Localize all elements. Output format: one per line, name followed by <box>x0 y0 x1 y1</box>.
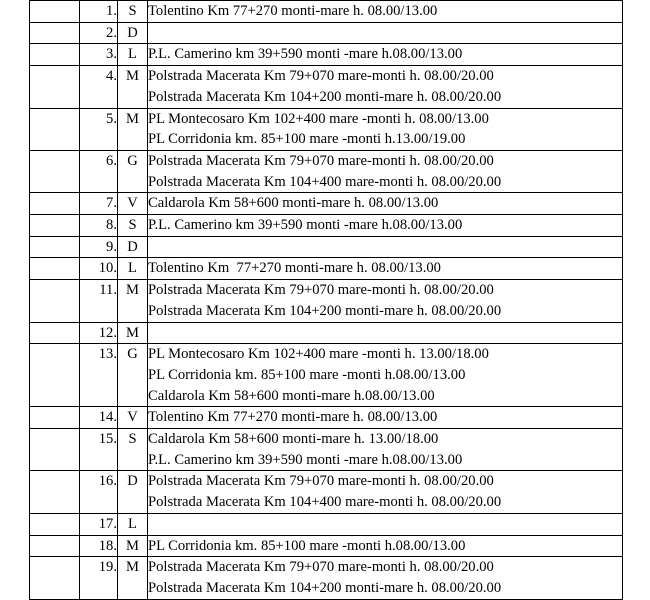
day-letter-cell: G <box>118 150 148 192</box>
day-letter-cell: M <box>118 557 148 599</box>
assignment-line: Polstrada Macerata Km 79+070 mare-monti h. 08.00/20.00 <box>148 152 494 169</box>
day-letter-cell: S <box>118 215 148 237</box>
assignments-cell <box>148 322 623 344</box>
schedule-table-body <box>30 1 623 600</box>
table-row <box>30 22 623 44</box>
day-number-cell: 1. <box>80 1 118 23</box>
schedule-table <box>29 0 623 600</box>
assignment-line: P.L. Camerino km 39+590 monti -mare h.08.00/13.00 <box>148 46 463 63</box>
assignment-empty <box>148 237 622 258</box>
row-margin-cell <box>30 215 80 237</box>
assignments-cell <box>148 344 623 407</box>
row-margin-cell <box>30 407 80 429</box>
table-row <box>30 407 623 429</box>
assignments-cell <box>148 22 623 44</box>
assignment-line: Tolentino Km 77+270 monti-mare h. 08.00/13.00 <box>148 3 438 19</box>
assignments-cell <box>148 557 623 599</box>
row-margin-cell <box>30 22 80 44</box>
day-letter-cell: D <box>118 236 148 258</box>
table-row <box>30 66 623 108</box>
assignments-cell <box>148 44 623 66</box>
assignments-cell <box>148 535 623 557</box>
assignment-line: Polstrada Macerata Km 104+200 monti-mare h. 08.00/20.00 <box>148 88 502 105</box>
row-margin-cell <box>30 66 80 108</box>
assignments-cell <box>148 66 623 108</box>
assignment-line: Polstrada Macerata Km 79+070 mare-monti h. 08.00/20.00 <box>148 559 494 576</box>
day-letter-cell: M <box>118 535 148 557</box>
day-letter-cell: V <box>118 407 148 429</box>
row-margin-cell <box>30 108 80 150</box>
assignment-empty <box>148 323 622 344</box>
table-row <box>30 513 623 535</box>
day-number-cell: 16. <box>80 471 118 513</box>
assignment-line: Caldarola Km 58+600 monti-mare h. 13.00/18.00 <box>148 431 439 448</box>
assignment-empty <box>148 514 622 535</box>
assignment-line: PL Corridonia km. 85+100 mare -monti h.13.00/19.00 <box>148 131 466 148</box>
day-letter-cell: L <box>118 258 148 280</box>
table-row <box>30 280 623 322</box>
table-row <box>30 429 623 471</box>
assignment-line: Polstrada Macerata Km 79+070 mare-monti h. 08.00/20.00 <box>148 473 494 490</box>
day-number-cell: 15. <box>80 429 118 471</box>
table-row <box>30 557 623 599</box>
assignment-line: Caldarola Km 58+600 monti-mare h.08.00/13.00 <box>148 387 435 404</box>
assignments-cell <box>148 258 623 280</box>
assignments-cell <box>148 280 623 322</box>
day-number-cell: 18. <box>80 535 118 557</box>
row-margin-cell <box>30 429 80 471</box>
row-margin-cell <box>30 258 80 280</box>
table-row <box>30 236 623 258</box>
day-number-cell: 2. <box>80 22 118 44</box>
day-number-cell: 4. <box>80 66 118 108</box>
day-letter-cell: V <box>118 193 148 215</box>
assignments-cell <box>148 407 623 429</box>
day-letter-cell: M <box>118 108 148 150</box>
day-letter-cell: D <box>118 471 148 513</box>
row-margin-cell <box>30 322 80 344</box>
day-number-cell: 7. <box>80 193 118 215</box>
day-number-cell: 6. <box>80 150 118 192</box>
assignment-line: PL Montecosaro Km 102+400 mare -monti h. 08.00/13.00 <box>148 110 489 127</box>
row-margin-cell <box>30 535 80 557</box>
day-number-cell: 5. <box>80 108 118 150</box>
assignment-line: PL Montecosaro Km 102+400 mare -monti h. 13.00/18.00 <box>148 346 489 363</box>
assignments-cell <box>148 471 623 513</box>
assignment-line: Tolentino Km 77+270 monti-mare h. 08.00/13.00 <box>148 409 438 426</box>
assignment-empty <box>148 23 622 44</box>
assignments-cell <box>148 513 623 535</box>
day-number-cell: 8. <box>80 215 118 237</box>
day-number-cell: 14. <box>80 407 118 429</box>
assignments-cell <box>148 236 623 258</box>
day-number-cell: 10. <box>80 258 118 280</box>
assignment-line: PL Corridonia km. 85+100 mare -monti h.08.00/13.00 <box>148 366 466 383</box>
row-margin-cell <box>30 150 80 192</box>
assignment-line: Polstrada Macerata Km 104+200 monti-mare h. 08.00/20.00 <box>148 579 502 596</box>
assignments-cell <box>148 150 623 192</box>
assignments-cell <box>148 215 623 237</box>
assignments-cell <box>148 193 623 215</box>
day-number-cell: 3. <box>80 44 118 66</box>
day-letter-cell: G <box>118 344 148 407</box>
table-row <box>30 1 623 23</box>
day-letter-cell: S <box>118 429 148 471</box>
assignment-line: Polstrada Macerata Km 104+200 monti-mare h. 08.00/20.00 <box>148 302 502 319</box>
assignment-line: Polstrada Macerata Km 104+400 mare-monti h. 08.00/20.00 <box>148 173 502 190</box>
day-letter-cell: D <box>118 22 148 44</box>
assignment-line: Polstrada Macerata Km 79+070 mare-monti h. 08.00/20.00 <box>148 282 494 299</box>
table-row <box>30 535 623 557</box>
row-margin-cell <box>30 1 80 23</box>
assignment-line: Caldarola Km 58+600 monti-mare h. 08.00/13.00 <box>148 195 439 212</box>
assignment-line: P.L. Camerino km 39+590 monti -mare h.08.00/13.00 <box>148 217 463 234</box>
assignments-cell <box>148 108 623 150</box>
day-number-cell: 9. <box>80 236 118 258</box>
table-row <box>30 193 623 215</box>
table-row <box>30 258 623 280</box>
assignment-line: Tolentino Km 77+270 monti-mare h. 08.00/13.00 <box>148 260 441 277</box>
assignment-line: Polstrada Macerata Km 79+070 mare-monti h. 08.00/20.00 <box>148 68 494 85</box>
assignment-line: Polstrada Macerata Km 104+400 mare-monti h. 08.00/20.00 <box>148 494 502 511</box>
day-number-cell: 11. <box>80 280 118 322</box>
day-letter-cell: M <box>118 280 148 322</box>
day-letter-cell: M <box>118 66 148 108</box>
day-letter-cell: S <box>118 1 148 23</box>
assignments-cell <box>148 429 623 471</box>
row-margin-cell <box>30 344 80 407</box>
table-row <box>30 108 623 150</box>
day-number-cell: 19. <box>80 557 118 599</box>
row-margin-cell <box>30 236 80 258</box>
assignment-line: P.L. Camerino km 39+590 monti -mare h.08.00/13.00 <box>148 451 463 468</box>
table-row <box>30 150 623 192</box>
day-number-cell: 17. <box>80 513 118 535</box>
row-margin-cell <box>30 280 80 322</box>
table-row <box>30 322 623 344</box>
day-number-cell: 12. <box>80 322 118 344</box>
day-letter-cell: L <box>118 44 148 66</box>
assignments-cell <box>148 1 623 23</box>
assignment-line: PL Corridonia km. 85+100 mare -monti h.08.00/13.00 <box>148 537 466 554</box>
row-margin-cell <box>30 193 80 215</box>
table-row <box>30 344 623 407</box>
row-margin-cell <box>30 471 80 513</box>
table-row <box>30 44 623 66</box>
day-number-cell: 13. <box>80 344 118 407</box>
row-margin-cell <box>30 513 80 535</box>
row-margin-cell <box>30 44 80 66</box>
table-row <box>30 215 623 237</box>
day-letter-cell: L <box>118 513 148 535</box>
table-row <box>30 471 623 513</box>
row-margin-cell <box>30 557 80 599</box>
day-letter-cell: M <box>118 322 148 344</box>
